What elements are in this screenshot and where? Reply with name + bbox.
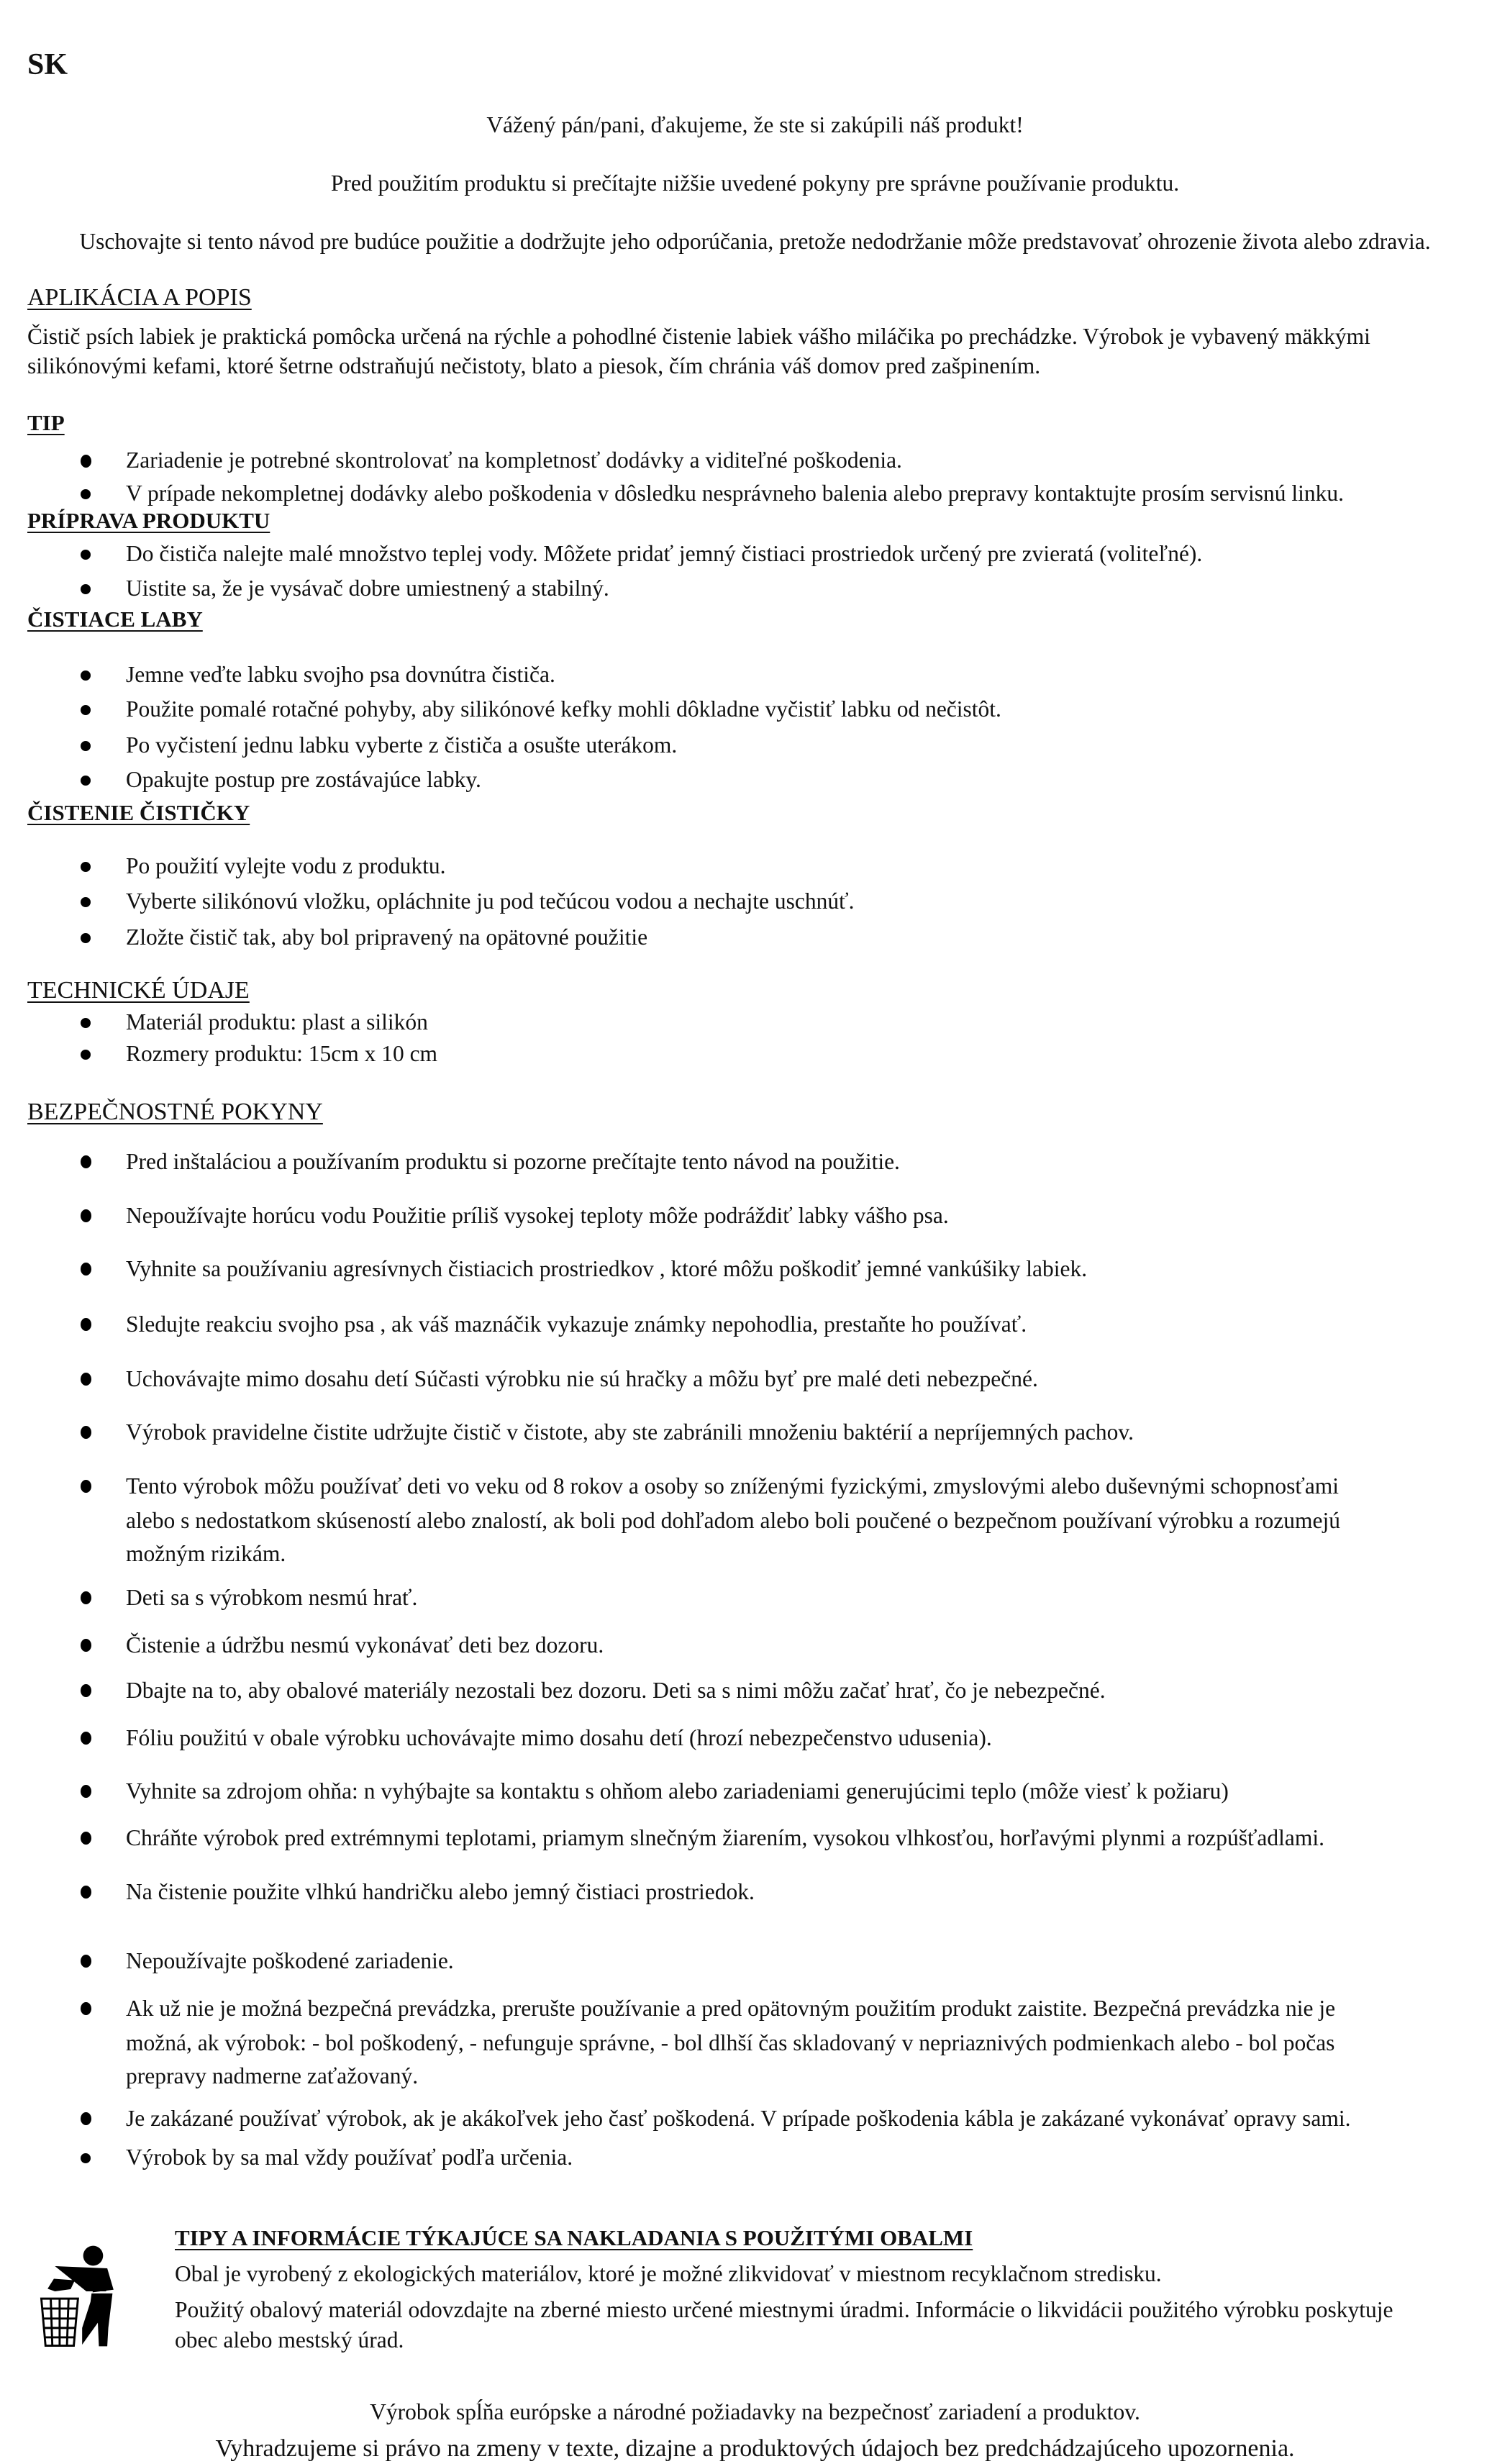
safety-item-continuation: alebo s nedostatkom skúseností alebo znalostí, ak boli pod dohľadom alebo boli poučené o bezpečnom používaní výrobku a rozumejú [126,1508,1341,1533]
bullet-icon [81,2112,91,2125]
bullet-icon [81,1155,91,1168]
safety-item: Vyhnite sa zdrojom ohňa: n vyhýbajte sa kontaktu s ohňom alebo zariadeniami generujúcimi teplo (môže viesť k požiaru) [126,1778,1229,1804]
safety-item-continuation: prepravy nadmerne zaťažovaný. [126,2063,419,2088]
intro-read-instructions: Pred použitím produktu si prečítajte nižšie uvedené pokyny pre správne používanie produktu. [330,171,1180,196]
bullet-icon [81,741,91,751]
bullet-icon [81,705,91,715]
list-item: Opakujte postup pre zostávajúce labky. [126,767,481,792]
safety-item: Uchovávajte mimo dosahu detí Súčasti výrobku nie sú hračky a môžu byť pre malé deti nebezpečné. [126,1366,1038,1391]
packaging-info-line: Obal je vyrobený z ekologických materiálov, ktoré je možné zlikvidovať v miestnom recyklačnom stredisku. [175,2261,1162,2286]
bullet-icon [81,1832,91,1845]
spec-item: Materiál produktu: plast a silikón [126,1009,428,1035]
bullet-icon [81,1209,91,1222]
bullet-icon [81,1684,91,1697]
section-heading-cistiace: ČISTIACE LABY [27,606,203,632]
safety-item: Sledujte reakciu svojho psa , ak váš maznáčik vykazuje známky nepohodlia, prestaňte ho používať. [126,1311,1027,1337]
safety-item: Nepoužívajte horúcu vodu Použitie príliš vysokej teploty môže podráždiť labky vášho psa. [126,1203,949,1228]
bullet-icon [81,489,91,499]
safety-item: Pred inštaláciou a používaním produktu si pozorne prečítajte tento návod na použitie. [126,1149,900,1174]
bullet-icon [81,1050,91,1060]
bullet-icon [81,1263,91,1276]
spec-item: Rozmery produktu: 15cm x 10 cm [126,1041,438,1066]
bullet-icon [81,2002,91,2015]
list-item: Zložte čistič tak, aby bol pripravený na opätovné použitie [126,924,648,950]
bullet-icon [81,1591,91,1604]
list-item: V prípade nekompletnej dodávky alebo poškodenia v dôsledku nesprávneho balenia alebo prepravy kontaktujte prosím servisnú linku. [126,481,1345,506]
safety-item: Dbajte na to, aby obalové materiály nezostali bez dozoru. Deti sa s nimi môžu začať hrať, čo je nebezpečné. [126,1678,1106,1703]
bullet-icon [81,1886,91,1899]
list-item: Uistite sa, že je vysávač dobre umiestnený a stabilný. [126,576,609,601]
dispose-in-bin-icon [29,2224,144,2379]
bullet-icon [81,1018,91,1028]
bullet-icon [81,1373,91,1386]
section-heading-priprava: PRÍPRAVA PRODUKTU [27,508,270,533]
list-item: Zariadenie je potrebné skontrolovať na kompletnosť dodávky a viditeľné poškodenia. [126,447,902,473]
section-heading-cistenie: ČISTENIE ČISTIČKY [27,800,250,825]
safety-item: Výrobok pravidelne čistite udržujte čistič v čistote, aby ste zabránili množeniu baktérií a nepríjemných pachov. [126,1419,1134,1445]
bullet-icon [81,897,91,907]
safety-item: Nepoužívajte poškodené zariadenie. [126,1948,454,1973]
safety-item: Vyhnite sa používaniu agresívnych čistiacich prostriedkov , ktoré môžu poškodiť jemné vankúšiky labiek. [126,1256,1088,1281]
safety-item: Deti sa s výrobkom nesmú hrať. [126,1585,418,1610]
list-item: Po použití vylejte vodu z produktu. [126,853,446,878]
bullet-icon [81,2153,91,2163]
list-item: Použite pomalé rotačné pohyby, aby silikónové kefky mohli dôkladne vyčistiť labku od nečistôt. [126,696,1001,722]
list-item: Po vyčistení jednu labku vyberte z čističa a osušte uterákom. [126,732,678,758]
bullet-icon [81,1732,91,1745]
section-heading-tip: TIP [27,410,65,435]
bullet-icon [81,933,91,943]
compliance-statement: Výrobok spĺňa európske a národné požiadavky na bezpečnosť zariadení a produktov. [370,2399,1140,2424]
safety-item: Je zakázané používať výrobok, ak je akákoľvek jeho časť poškodená. V prípade poškodenia kábla je zakázané vykonávať opravy sami. [126,2106,1351,2131]
section-heading-bezpecnostne: BEZPEČNOSTNÉ POKYNY [27,1099,323,1125]
section-heading-obaly: TIPY A INFORMÁCIE TÝKAJÚCE SA NAKLADANIA S POUŽITÝMI OBALMI [175,2225,973,2250]
description-line: Čistič psích labiek je praktická pomôcka určená na rýchle a pohodlné čistenie labiek vášho miláčika po prechádzke. Výrobok je vybavený mäkkými [27,324,1370,349]
intro-greeting: Vážený pán/pani, ďakujeme, že ste si zakúpili náš produkt! [486,112,1024,137]
bullet-icon [81,455,91,468]
safety-item: Fóliu použitú v obale výrobku uchovávajte mimo dosahu detí (hrozí nebezpečenstvo udusenia). [126,1725,992,1750]
safety-item-continuation: možná, ak výrobok: - bol poškodený, - nefunguje správne, - bol dlhší čas skladovaný v nepriaznivých podmienkach alebo - bol počas [126,2030,1335,2055]
safety-item: Výrobok by sa mal vždy používať podľa určenia. [126,2145,573,2170]
bullet-icon [81,1318,91,1331]
safety-item: Ak už nie je možná bezpečná prevádzka, prerušte používanie a pred opätovným použitím produkt zaistite. Bezpečná prevádzka nie je [126,1996,1336,2021]
intro-keep-manual: Uschovajte si tento návod pre budúce použitie a dodržujte jeho odporúčania, pretože nedodržanie môže predstavovať ohrozenie života alebo zdravia. [79,229,1431,254]
safety-item-continuation: možným rizikám. [126,1541,286,1566]
bullet-icon [81,1426,91,1439]
section-heading-technicke: TECHNICKÉ ÚDAJE [27,977,250,1004]
bullet-icon [81,776,91,786]
bullet-icon [81,1955,91,1968]
list-item: Do čističa nalejte malé množstvo teplej vody. Môžete pridať jemný čistiaci prostriedok určený pre zvieratá (voliteľné). [126,541,1203,566]
bullet-icon [81,584,91,594]
bullet-icon [81,1480,91,1493]
section-heading-aplikacia: APLIKÁCIA A POPIS [27,284,252,311]
safety-item: Čistenie a údržbu nesmú vykonávať deti bez dozoru. [126,1632,604,1658]
bullet-icon [81,670,91,681]
bullet-icon [81,550,91,560]
bullet-icon [81,862,91,872]
language-code: SK [27,48,68,81]
list-item: Jemne veďte labku svojho psa dovnútra čističa. [126,662,555,687]
packaging-info-line: obec alebo mestský úrad. [175,2327,404,2352]
disclaimer: Vyhradzujeme si právo na zmeny v texte, dizajne a produktových údajoch bez predchádzajúceho upozornenia. [215,2435,1295,2462]
bullet-icon [81,1639,91,1652]
packaging-info-line: Použitý obalový materiál odovzdajte na zberné miesto určené miestnymi úradmi. Informácie o likvidácii použitého výrobku poskytuje [175,2297,1393,2322]
description-line: silikónovými kefami, ktoré šetrne odstraňujú nečistoty, blato a piesok, čím chránia váš domov pred zašpinením. [27,353,1041,378]
bullet-icon [81,1785,91,1798]
safety-item: Tento výrobok môžu používať deti vo veku od 8 rokov a osoby so zníženými fyzickými, zmyslovými alebo duševnými schopnosťami [126,1473,1340,1499]
safety-item: Na čistenie použite vlhkú handričku alebo jemný čistiaci prostriedok. [126,1879,755,1904]
list-item: Vyberte silikónovú vložku, opláchnite ju pod tečúcou vodou a nechajte uschnúť. [126,888,855,914]
safety-item: Chráňte výrobok pred extrémnymi teplotami, priamym slnečným žiarením, vysokou vlhkosťou, horľavými plynmi a rozpúšťadlami. [126,1825,1325,1850]
